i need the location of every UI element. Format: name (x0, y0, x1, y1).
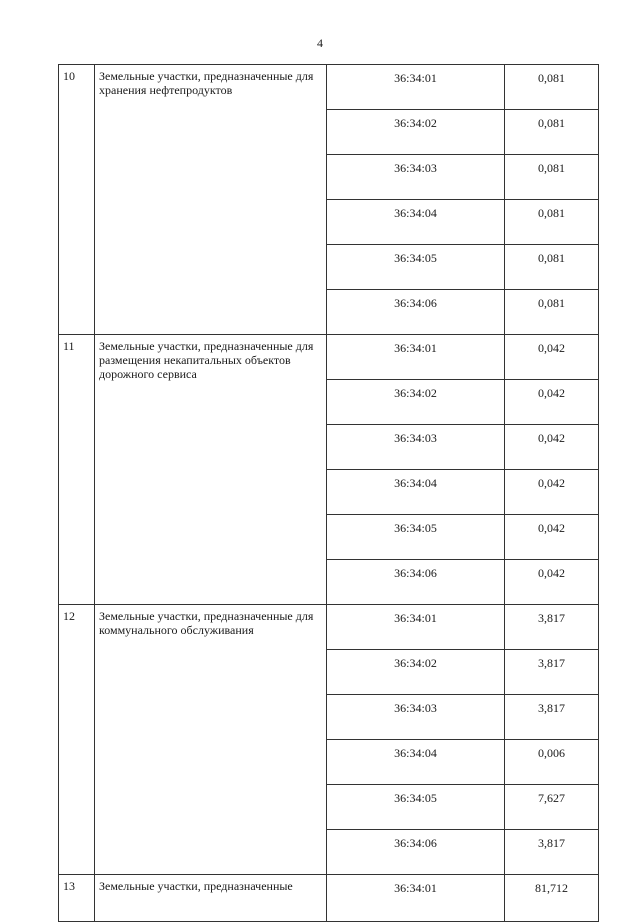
area-value: 3,817 (505, 605, 599, 650)
area-value: 0,081 (505, 290, 599, 335)
row-number: 12 (59, 605, 95, 875)
cadastral-code: 36:34:01 (327, 335, 505, 380)
row-number: 11 (59, 335, 95, 605)
cadastral-code: 36:34:06 (327, 290, 505, 335)
area-value: 0,042 (505, 335, 599, 380)
cadastral-code: 36:34:03 (327, 695, 505, 740)
area-value: 7,627 (505, 785, 599, 830)
table-row (59, 605, 599, 650)
cadastral-code: 36:34:01 (327, 65, 505, 110)
cadastral-code: 36:34:03 (327, 425, 505, 470)
row-number: 10 (59, 65, 95, 335)
cadastral-code: 36:34:05 (327, 515, 505, 560)
area-value: 3,817 (505, 830, 599, 875)
area-value: 3,817 (505, 650, 599, 695)
cadastral-code: 36:34:04 (327, 200, 505, 245)
area-value: 81,712 (505, 875, 599, 922)
area-value: 0,081 (505, 65, 599, 110)
row-number: 13 (59, 875, 95, 922)
area-value: 0,042 (505, 560, 599, 605)
cadastral-code: 36:34:02 (327, 110, 505, 155)
land-table (58, 64, 599, 922)
area-value: 0,042 (505, 470, 599, 515)
area-value: 0,081 (505, 155, 599, 200)
cadastral-code: 36:34:04 (327, 740, 505, 785)
area-value: 0,081 (505, 200, 599, 245)
cadastral-code: 36:34:02 (327, 380, 505, 425)
page-number: 4 (317, 36, 323, 50)
cadastral-code: 36:34:01 (327, 605, 505, 650)
cadastral-code: 36:34:06 (327, 830, 505, 875)
cadastral-code: 36:34:05 (327, 785, 505, 830)
row-description: Земельные участки, предназначенные (95, 875, 327, 922)
table-row (59, 875, 599, 922)
area-value: 0,081 (505, 110, 599, 155)
row-description: Земельные участки, предназначенные для коммунального обслуживания (95, 605, 327, 875)
row-description: Земельные участки, предназначенные для хранения нефтепродуктов (95, 65, 327, 335)
area-value: 0,042 (505, 515, 599, 560)
row-description: Земельные участки, предназначенные для размещения некапитальных объектов дорожного сервиса (95, 335, 327, 605)
cadastral-code: 36:34:02 (327, 650, 505, 695)
cadastral-code: 36:34:03 (327, 155, 505, 200)
cadastral-code: 36:34:04 (327, 470, 505, 515)
table-row (59, 65, 599, 110)
area-value: 3,817 (505, 695, 599, 740)
cadastral-code: 36:34:01 (327, 875, 505, 922)
area-value: 0,081 (505, 245, 599, 290)
area-value: 0,006 (505, 740, 599, 785)
table-row (59, 335, 599, 380)
area-value: 0,042 (505, 380, 599, 425)
cadastral-code: 36:34:06 (327, 560, 505, 605)
cadastral-code: 36:34:05 (327, 245, 505, 290)
area-value: 0,042 (505, 425, 599, 470)
